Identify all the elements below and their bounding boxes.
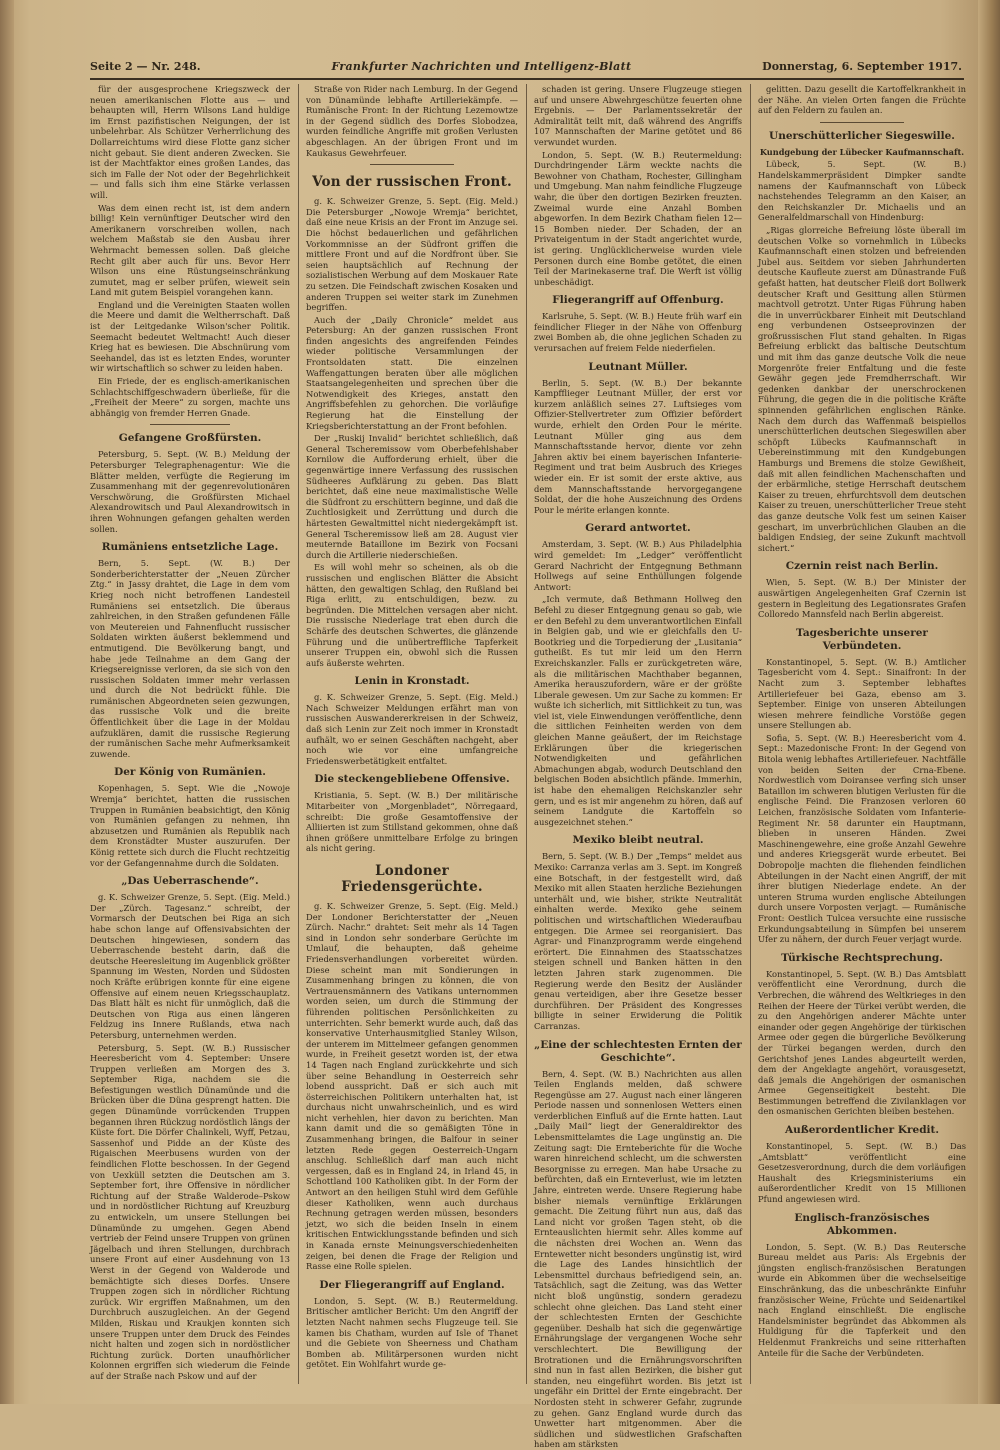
headline: „Das Ueberraschende“. xyxy=(121,875,259,888)
article-paragraph: Ein Friede, der es englisch-amerikanischen Schlachtschiffgeschwadern überließe, für die „Freiheit der Meere“ zu sorgen, machte uns abhängig von fremder Herren Gnade. xyxy=(90,376,290,418)
article-paragraph: Kopenhagen, 5. Sept. Wie die „Nowoje Wremja“ berichtet, hatten die russischen Truppen in Rumänien beabsichtigt, den König von Rumänien gefangen zu nehmen, ihn abzusetzen und Rumänien als Republik nach dem Kronstädter Muster auszurufen. Der König rettete sich durch die Flucht rechtzeitig vor der Gefangennahme durch die Soldaten. xyxy=(90,783,290,868)
article-paragraph: für der ausgesprochene Kriegszweck der neuen amerikanischen Flotte aus — und behaupten will, Herrn Wilsons Land huldige im Ernst pazifistischen Neigungen, der ist unbelehrbar. Als Schützer Verherrlichung des Dollarreichtums wird diese Flotte ganz sicher nicht gebaut. Sie dient anderen Zwecken. Sie ist der Machtfaktor eines großen Landes, das sich im Falle der Not oder der Begehrlichkeit — und falls sich ihm eine Stärke verlassen will. xyxy=(90,84,290,200)
article-paragraph: Petersburg, 5. Sept. (W. B.) Russischer Heeresbericht vom 4. September: Unsere Truppen verließen am Morgen des 3. September Riga, nachdem sie die Befestigungen westlich Dünamünde und die Brücken über die Düna gesprengt hatten. Die gegen Dünamünde vorrückenden Truppen begannen ihren Rückzug nordöstlich längs der Küste fort. Die Dörfer Chalinkeli, Wyff, Petzau, Sassenhof und Pidde an der Küste des Rigaischen Meerbusens wurden von der feindlichen Flotte beschossen. In der Gegend von Uexküll setzten die Deutschen am 3. September fort, ihre Offensive in nördlicher Richtung auf der Straße Walderode–Pskow und in nordöstlicher Richtung auf Kreuzburg zu entwickeln, um unsere Stellungen bei Dünamünde zu umgehen. Gegen Abend vertrieb der Feind unsere Truppen von grünen Jägelbach und ihren Stellungen, durchbrach unsere Front auf einer Ausdehnung von 13 Werst in der Gegend von Walderode und bemächtigte sich dieses Dorfes. Unsere Truppen zogen sich in nördlicher Richtung zurück. Wir ergriffen Maßnahmen, um den Durchbruch auszugleichen. An der Gegend Milden, Riskau und Kraukjen konnten sich unsere Truppen unter dem Druck des Feindes nicht halten und zogen sich in nordöstlicher Richtung zurück. Dorten unaufhörlicher Kolonnen ergriffen sich wiederum die Feinde auf der Straße nach Pskow und auf der xyxy=(90,1042,290,1381)
article-paragraph: Lübeck, 5. Sept. (W. B.) Handelskammerpräsident Dimpker sandte namens der Kaufmannschaft von Lübeck nachstehendes Telegramm an den Kaiser, an den Reichskanzler Dr. Michaelis und an Generalfeldmarschall von Hindenburg: xyxy=(758,159,966,223)
article-paragraph: Es will wohl mehr so scheinen, als ob die russischen und englischen Blätter die Absicht hätten, den gewaltigen Schlag, den Rußland bei Riga erlitt, zu entschuldigen, bezw. zu begründen. Die Mittelchen versagen aber nicht. Die russische Niederlage trat eben durch die Schärfe des deutschen Schwertes, die glänzende Führung und die unübertreffliche Tapferkeit unserer Truppen ein, obwohl sich die Russen aufs äußerste wehrten. xyxy=(306,562,518,668)
headline: Lenin in Kronstadt. xyxy=(354,675,470,688)
column-divider xyxy=(526,84,527,1384)
article-paragraph: Amsterdam, 3. Sept. (W. B.) Aus Philadelphia wird gemeldet: Im „Ledger“ veröffentlicht Gerard Nachricht der Entgegnung Bethmann Hollwegs auf seine Enthüllungen folgende Antwort: xyxy=(534,539,742,592)
article-paragraph: Konstantinopel, 5. Sept. (W. B.) Das Amtsblatt veröffentlicht eine Verordnung, durch die Verbrechen, die während des Weltkrieges in den Reihen der Heere der Türkei verübt werden, die zu den Angehörigen anderer Mächte unter einander oder gegen Angehörige der türkischen Armee oder gegen die bürgerliche Bevölkerung der Türkei begangen werden, durch den Gerichtshof jenes Landes abgeurteilt werden, dem der Angeklagte angehört, vorausgesetzt, daß jemals die Angehörigen der osmanischen Armee Gegenseitigkeit besteht. Die Bestimmungen betreffend die Zivilanklagen vor den osmanischen Gerichten bleiben bestehen. xyxy=(758,968,966,1117)
article-paragraph: g. K. Schweizer Grenze, 5. Sept. (Eig. Meld.) Nach Schweizer Meldungen erfährt man von russischen Auswandererkreisen in der Schweiz, daß sich Lenin zur Zeit noch immer in Kronstadt aufhält, wo er seinen Geschäften nachgeht, aber noch wie vor eine umfangreiche Friedenswerbetätigkeit entfaltet. xyxy=(306,692,518,766)
article-paragraph: Bern, 5. Sept. (W. B.) Der Sonderberichterstatter der „Neuen Zürcher Ztg.“ in Jassy drahtet, die Lage in dem vom Krieg noch nicht betroffenen Landesteil Rumäniens sei entsetzlich. Die überaus zahlreichen, in den Straßen gefundenen Fälle von Meutereien und Fahnenflucht russischer Soldaten wirkten äußerst beklemmend und entmutigend. Die Bevölkerung bangt, und habe jede Teilnahme an dem Gang der Kriegsereignisse verloren, da sie sich von den russischen Soldaten immer mehr verlassen und durch die Not bedrückt fühle. Die rumänischen Abgeordneten seien gezwungen, das russische Volk und die breite Öffentlichkeit über die Lage in der Moldau aufzuklären, damit die russische Regierung der rumänischen Sache mehr Aufmerksamkeit zuwende. xyxy=(90,558,290,759)
article-paragraph: Bern, 4. Sept. (W. B.) Nachrichten aus allen Teilen Englands melden, daß schwere Regengüsse am 27. August nach einer längeren Periode nassen und sonnenlosen Wetters einen verderblichen Einfluß auf die Ernte hatten. Laut „Daily Mail“ liegt der Generaldirektor des Lebensmittelamtes die Lage ungünstig an. Die Zeitung sagt: Die Ernteberichte für die Woche waren hinreichend schlecht, um die schwersten Besorgnisse zu erregen. Man habe Ursache zu befürchten, daß ein Ernteverlust, wie im letzten Jahre, eintreten werde. Unsere Regierung habe bisher niemals vernünftige Erklärungen gemacht. Die Zeitung führt nun aus, daß das Land nicht vor großen Tagen steht, ob die Ernteauslichten hiermit sehr. Alles komme auf die nächsten drei Wochen an. Wenn das Erntewetter nicht besonders ungünstig ist, wird die Lage des Landes hinsichtlich der Lebensmittel durchaus befriedigend sein, an. Tatsächlich, sagt die Zeitung, was das Wetter nicht bloß ungünstig, sondern geradezu schlecht ohne gleichen. Das Land steht einer der schlechtesten Ernten der Geschichte gegenüber. Deshalb hat sich die gegenwärtige Ernährungslage der vergangenen Woche sehr verschlechtert. Die Bewilligung der Brotrationen und die Ernährungsvorschriften sind nun in fast allen Bezirken, die bisher gut standen, neu eingeführt worden. Bis jetzt ist ungefähr ein Drittel der Ernte eingebracht. Der Nordosten steht in schwerer Gefahr, zugrunde zu gehen. Ganz England wurde durch das Unwetter hart mitgenommen. Aber die südlichen und südwestlichen Grafschaften haben am stärksten xyxy=(534,1068,742,1450)
article-paragraph: Berlin, 5. Sept. (W. B.) Der bekannte Kampfflieger Leutnant Müller, der erst vor kurzem anläßlich seines 27. Luftsieges vom Offizier-Stellvertreter zum Offizier befördert wurde, erhielt den Orden Pour le mérite. Leutnant Müller ging aus dem Mannschaftsstande hervor, diente vor zehn Jahren aktiv bei einem bayerischen Infanterie-Regiment und trat beim Ausbruch des Krieges wieder ein. Er ist somit der erste aktive, aus dem Mannschaftsstande hervorgegangene Soldat, der die hohe Auszeichnung des Ordens Pour le mérite erlangen konnte. xyxy=(534,377,742,515)
headline: Unerschütterlicher Siegeswille. xyxy=(769,129,955,142)
article-paragraph: „Ich vermute, daß Bethmann Hollweg den Befehl zu dieser Entgegnung genau so gab, wie er den Befehl zu dem unverantwortlichen Einfall in Belgien gab, und wie er gleichfalls den U-Bootkrieg und die Torpedierung der „Lusitania“ gutheißt. Es tut mir leid um den Herrn Exreichskanzler. Falls er zurückgetreten wäre, als die militärischen Machthaber begannen, Amerika herauszufordern, wäre er der größte Liberale gewesen. Um zur Sache zu kommen: Er wußte ich sicherlich, mit Sittlichkeit zu tun, was viel ist, viele Einwendungen veröffentliche, denn die sittlichen Feinheiten werden von dem gleichen Manne geäußert, der im Reichstage Erklärungen über die kriegerischen Notwendigkeiten und gefährlichen Abmachungen abgab, wodurch Deutschland den belgischen Boden absichtlich pfände. Immerhin, ist habe den ehemaligen Reichskanzler sehr gern, und es ist mir angenehm zu hören, daß auf seinem Landgute die Kartoffeln so ausgezeichnet stehen.“ xyxy=(534,594,742,827)
article-paragraph: Was dem einen recht ist, ist dem andern billig! Kein vernünftiger Deutscher wird den Amerikanern vorschreiben wollen, nach welchem Maßstab sie den Ausbau ihrer Wehrmacht bemessen sollen. Daß gleiche Recht gilt aber auch für uns. Bevor Herr Wilson uns eine Rüstungseinschränkung zumutet, mag er selber prüfen, wieweit sein Land mit gutem Beispiel vorangehen kann. xyxy=(90,202,290,298)
article-paragraph: London, 5. Sept. (W. B.) Reutermeldung: Durchdringender Lärm weckte nachts die Bewohner von Chatham, Rochester, Gillingham und Umgebung. Man nahm feindliche Flugzeuge wahr, die über den dortigen Bezirken freuzten. Zweimal wurde eine Anzahl Bomben abgeworfen. In dem Bezirk Chatham fielen 12—15 Bomben nieder. Der Schaden, der an Privateigentum in der Stadt angerichtet wurde, ist gering. Unglücklicherweise wurden viele Personen durch eine Bombe getötet, die einen Teil der Marinekaserne traf. Die Werft ist völlig unbeschädigt. xyxy=(534,149,742,287)
article-paragraph: Petersburg, 5. Sept. (W. B.) Meldung der Petersburger Telegraphenagentur: Wie die Blätter melden, verfügte die Regierung im Zusammenhang mit der gegenrevolutionären Verschwörung, die Großfürsten Michael Alexandrowitsch und Paul Alexandrowitsch in ihren Wohnungen gefangen gehalten werden sollen. xyxy=(90,449,290,534)
headline: Rumäniens entsetzliche Lage. xyxy=(101,541,279,554)
article-paragraph: England und die Vereinigten Staaten wollen die Meere und damit die Weltherrschaft. Daß ist der Leitgedanke Wilson'scher Politik. Seemacht bedeutet Weltmacht! Auch dieser Krieg hat es bewiesen. Die Abschnürung vom Seehandel, das ist es letzten Endes, worunter wir wirtschaftlich so schwer zu leiden haben. xyxy=(90,299,290,374)
article-paragraph: Straße von Rider nach Lemburg. In der Gegend von Dünamünde lebhafte Artilleriekämpfe. — Rumänische Front: In der Richtung Lezemowtze in der Gegend südlich des Dorfes Slobodzea, wurden feindliche Angriffe mit großen Verlusten abgeschlagen. An der übrigen Front und im Kaukasus Gewehrfeuer. xyxy=(306,84,518,158)
subheadline: Kundgebung der Lübecker Kaufmannschaft. xyxy=(759,146,965,157)
page-edge xyxy=(978,0,1000,1404)
article-paragraph: Karlsruhe, 5. Sept. (W. B.) Heute früh warf ein feindlicher Flieger in der Nähe von Offenburg zwei Bomben ab, die ohne jeglichen Schaden zu verursachen auf freiem Felde niederfielen. xyxy=(534,311,742,354)
headline: Londoner Friedensgerüchte. xyxy=(341,863,483,895)
article-paragraph: g. K. Schweizer Grenze, 5. Sept. (Eig. Meld.) Die Petersburger „Nowoje Wremja“ berichtet, daß eine neue Krisis an der Front im Anzuge sei. Die höchst bedauerlichen und gefährlichen Vorkommnisse an der Südfront griffen die mittlere Front und auf die Nordfront über. Sie seien hauptsächlich auf Rechnung der sozialistischen Werbung auf dem Moskauer Rate zu setzen. Die Feindschaft zwischen Kosaken und anderen Truppen sei weiter stark im Zunehmen begriffen. xyxy=(306,196,518,313)
masthead xyxy=(90,56,962,76)
headline: Der König von Rumänien. xyxy=(114,766,266,779)
issue-date: Donnerstag, 6. September 1917. xyxy=(762,59,962,73)
article-paragraph: Auch der „Daily Chronicle“ meldet aus Petersburg: An der ganzen russischen Front finden angesichts des angreifenden Feindes wieder politische Versammlungen der Frontsoldaten statt. Die einzelnen Waffengattungen beraten über alle möglichen Staatsangelegenheiten und sprechen über die Notwendigkeit des Krieges, anstatt den Angriffsbefehlen zu gehorchen. Die vorläufige Regierung hat die Einstellung der Kriegsberichterstattung an der Front befohlen. xyxy=(306,314,518,431)
paper-name: Frankfurter Nachrichten und Intelligenz-Blatt xyxy=(331,59,632,73)
column-divider xyxy=(750,84,751,1384)
article-paragraph: Kristiania, 5. Sept. (W. B.) Der militärische Mitarbeiter von „Morgenbladet“, Nörregaard, schreibt: Die große Gesamtoffensive der Alliierten ist zum Stillstand gekommen, ohne daß ihnen größere unmittelbare Erfolge zu bringen als nicht gering. xyxy=(306,790,518,854)
column-4 xyxy=(758,84,966,1384)
column-divider xyxy=(298,84,299,1384)
headline: Gefangene Großfürsten. xyxy=(118,432,262,445)
headline: Englisch-französisches Abkommen. xyxy=(794,1211,930,1237)
page-number: Seite 2 — Nr. 248. xyxy=(90,59,201,73)
headline: Gerard antwortet. xyxy=(585,522,691,535)
article-paragraph: „Rigas glorreiche Befreiung löste überall im deutschen Volke so vornehmlich in Lübecks Kaufmannschaft einen stolzen und befreienden Jubel aus. Seitdem vor sieben Jahrhunderten deutsche Kaufleute zuerst am Dünastrande Fuß gefaßt hatten, hat deutscher Fleiß dort Bollwerk deutscher Kraft und Gesittung allen Stürmen machtvoll getrotzt. Unter Rigas Führung haben die in unverrückbarer Einheit mit Deutschland eng verbundenen Ostseeprovinzen der großrussischen Flut stand gehalten. In Rigas Befreiung erblickt das baltische Deutschtum und mit ihm das ganze deutsche Volk die neue Morgenröte freier Entfaltung und die feste Gewähr gegen jede Fremdherrschaft. Wir gedenken dankbar der unerschrockenen Führung, die gegen die in die politische Kräfte spinnenden gefährlichen englischen Ränke. Nach dem durch das Waffenmaß beispiellos unerschütterlichen deutschen Siegeswillen aber schöpft Lübecks Kaufmannschaft in Uebereinstimmung mit den Kundgebungen Hamburgs und Bremens die stolze Gewißheit, daß mit allen feindlichen Machenschaften und der erbärmliche, stetige Herrschaft deutschem Kaiser zu treuen, ehrfurchtsvoll dem deutschen Kaiser zu treuen, unerschütterlicher Treue steht das ganze deutsche Volk fest um seinen Kaiser geschart, im unverbrüchlichen Glauben an die baldigen Endsieg, der seine Zukunft machtvoll sichert.“ xyxy=(758,224,966,553)
column-1 xyxy=(90,84,290,1384)
headline: Außerordentlicher Kredit. xyxy=(784,1124,940,1137)
article-paragraph: Wien, 5. Sept. (W. B.) Der Minister der auswärtigen Angelegenheiten Graf Czernin ist gestern in Begleitung des Legationsrates Grafen Colloredo Mannsfeld nach Berlin abgereist. xyxy=(758,577,966,620)
article-paragraph: Konstantinopel, 5. Sept. (W. B.) Amtlicher Tagesbericht vom 4. Sept.: Sinaifront: In der Nacht zum 3. September lebhaftes Artilleriefeuer bei Gaza, ebenso am 3. September. Einige von unseren Abteilungen wiesen mehrere feindliche Vorstöße gegen unsere Stellungen ab. xyxy=(758,656,966,731)
column-3 xyxy=(534,84,742,1450)
article-paragraph: gelitten. Dazu gesellt die Kartoffelkrankheit in der Nähe. An vielen Orten fangen die Früchte auf den Feldern zu faulen an. xyxy=(758,84,966,116)
headline: Fliegerangriff auf Offenburg. xyxy=(552,294,724,307)
article-paragraph: Der „Ruskij Invalid“ berichtet schließlich, daß General Tscheremissow vom Oberbefehlshaber Kornilow die Aufforderung erhielt, über die gegenwärtige innere Verfassung des russischen Südheeres Aufklärung zu geben. Das Blatt berichtet, daß eine neue maximalistische Welle die Südfront zu erschüttern beginne, und daß die Zuchtlosigkeit und Zerrüttung und durch die härtesten Gewaltmittel nicht niedergekämpft ist. General Tscheremissow ließ am 28. August vier meuternde Bataillone im Bezirk von Focsani durch die Artillerie niederschießen. xyxy=(306,433,518,560)
headline: Die steckengebliebene Offensive. xyxy=(314,773,510,786)
column-2 xyxy=(306,84,518,1384)
headline: Tagesberichte unserer Verbündeten. xyxy=(796,626,928,652)
headline: „Eine der schlechtesten Ernten der Geschichte“. xyxy=(534,1038,742,1064)
headline: Der Fliegerangriff auf England. xyxy=(319,1278,505,1291)
headline: Mexiko bleibt neutral. xyxy=(572,834,704,847)
article-paragraph: g. K. Schweizer Grenze, 5. Sept. (Eig. Meld.) Der „Zürch. Tagesanz.“ schreibt, der Vormarsch der Deutschen bei Riga an sich habe schon lange auf Offensivabsichten der Deutschen hingewiesen, sondern das Ueberraschende besteht darin, daß die deutsche Heeresleitung im Augenblick größter Spannung im Westen, Norden und Südosten noch Kräfte erübrigen konnte für eine eigene Offensive auf einem neuen Kriegsschauplatz. Das Blatt hält es nicht für unmöglich, daß die Deutschen von Riga aus einen längeren Feldzug ins Innere Rußlands, etwa nach Petersburg, unternehmen werden. xyxy=(90,892,290,1040)
headline: Leutnant Müller. xyxy=(588,360,688,373)
binding-edge xyxy=(0,0,14,1404)
article-paragraph: Sofia, 5. Sept. (W. B.) Heeresbericht vom 4. Sept.: Mazedonische Front: In der Gegend von Bitola wenig lebhaftes Artilleriefeuer. Nachtfälle von beiden Seiten der Crna-Ebene. Nordwestlich vom Doiransee verfing sich unser Bataillon im schweren blutigen Verlusten für die englische Feind. Die Franzosen verloren 60 Leichen, französische Soldaten vom Infanterie-Regiment Nr. 58 darunter ein Hauptmann, blieben in unseren Händen. Zwei Maschinengewehre, eine große Anzahl Gewehre und anderes Kriegsgerät wurde erbeutet. Bei Dobropolje machten die fliehenden feindlichen Abteilungen in der Nacht einen Angriff, der mit ihrer blutigen Niederlage endete. An der unteren Struma wurden englische Abteilungen durch unsere Vorposten verjagt. — Rumänische Front: Oestlich Tulcea versuchte eine russische Erkundungsabteilung in Sümpfen bei unserem Ufer zu nähern, der durch Feuer verjagt wurde. xyxy=(758,732,966,945)
article-paragraph: Bern, 5. Sept. (W. B.) Der „Temps“ meldet aus Mexiko: Carranza verlas am 3. Sept. im Kongreß eine Botschaft, in der festgestellt wird, daß Mexiko mit allen Staaten herzliche Beziehungen unterhält und, wie bisher, strikte Neutralität einhalten werde. Mexiko gehe seinem politischen und wirtschaftlichen Wiederaufbau entgegen. Die Armee sei reorganisiert. Das Agrar- und Finanzprogramm werde eingehend erörtert. Die Einnahmen des Staatsschatzes steigen schnell und Banken hätten in den letzten Jahren stark zugenommen. Die Regierung werde den Besitz der Ausländer genau verteidigen, aber ihre Gesetze besser durchführen. Der Präsident des Kongresses billigte in seiner Erwiderung die Politik Carranzas. xyxy=(534,851,742,1031)
top-rule xyxy=(90,78,964,80)
separator xyxy=(820,122,903,123)
article-paragraph: Konstantinopel, 5. Sept. (W. B.) Das „Amtsblatt“ veröffentlicht eine Gesetzesverordnung, durch die dem vorläufigen Haushalt des Kriegsministeriums ein außerordentlicher Kredit von 15 Millionen Pfund angewiesen wird. xyxy=(758,1141,966,1205)
article-paragraph: London, 5. Sept. (W. B.) Reutermeldung. Britischer amtlicher Bericht: Um den Angriff der letzten Nacht nahmen sechs Flugzeuge teil. Sie kamen bis Chatham, wurden auf Isle of Thanet und die Gebiete von Sheerness und Chatham Bomben ab. Militärpersonen wurden nicht getötet. Ein Wohlfahrt wurde ge- xyxy=(306,1295,518,1370)
article-paragraph: schaden ist gering. Unsere Flugzeuge stiegen auf und unsere Abwehrgeschütze feuerten ohne Ergebnis. — Der Parlamentssekretär der Admiralität teilt mit, daß während des Angriffs 107 Mannschaften der Marine getötet und 86 verwundet wurden. xyxy=(534,84,742,147)
article-paragraph: g. K. Schweizer Grenze, 5. Sept. (Eig. Meld.) Der Londoner Berichterstatter der „Neuen Zürch. Nachr.“ drahtet: Seit mehr als 14 Tagen sind in London sehr sonderbare Gerüchte im Umlauf, die behaupten, daß geheime Friedensverhandlungen vorbereitet würden. Diese scheint man mit Sondierungen in Zusammenhang bringen zu können, die von Vertrauensmännern des Vatikans unternommen worden seien, um durch die Stimmung der führenden politischen Persönlichkeiten zu unterrichten. Sehr bemerkt wurde auch, daß das konservative Unterhausmitglied Stanley Wilson, der unterem im Mittelmeer gefangen genommen wurde, in Freiheit gesetzt worden ist, der etwa 14 Tagen nach England zurückkehrte und sich über seine Behandlung in Oesterreich sehr lobend ausspricht. Daß er sich auch mit österreichischen Politikern unterhalten hat, ist durchaus nicht unwahrscheinlich, und es wird nicht verhehlen, hier davon zu berichten. Man kann damit und die so gemäßigten Töne in Zusammenhang bringen, die Balfour in seiner letzten Rede gegen Oesterreich-Ungarn anschlug. Schließlich darf man auch nicht vergessen, daß es in England 24, in Irland 45, in Schottland 100 Katholiken gibt. In der Form der Antwort an den heiligen Stuhl wird dem Gefühle dieser Katholiken, wenn auch durchaus Rechnung getragen werden müssen, besonders jetzt, wo sich die beiden Inseln in einem kritischen Entwicklungsstande befinden und sich in Kanada ernste Meinungsverschiedenheiten zeigen, bei denen die Frage der Religion und Rasse eine Rolle spielen. xyxy=(306,901,518,1272)
headline: Czernin reist nach Berlin. xyxy=(785,560,939,573)
headline: Türkische Rechtsprechung. xyxy=(781,951,943,964)
article-paragraph: London, 5. Sept. (W. B.) Das Reutersche Bureau meldet aus Paris: Als Ergebnis der jüngsten englisch-französischen Beratungen wurde ein Abkommen über die wechselseitige Einschränkung, das die unbeschränkte Einfuhr französischer Weine, Früchte und Seidenartikel nach England einschließt. Die englische Handelsminister begründet das Abkommen als Huldigung für die Tapferkeit und den Heldenmut Frankreichs und seine ritterhaften Anteile für die Sache der Verbündeten. xyxy=(758,1241,966,1358)
headline: Von der russischen Front. xyxy=(312,174,512,191)
separator xyxy=(370,164,455,165)
separator xyxy=(150,424,230,425)
